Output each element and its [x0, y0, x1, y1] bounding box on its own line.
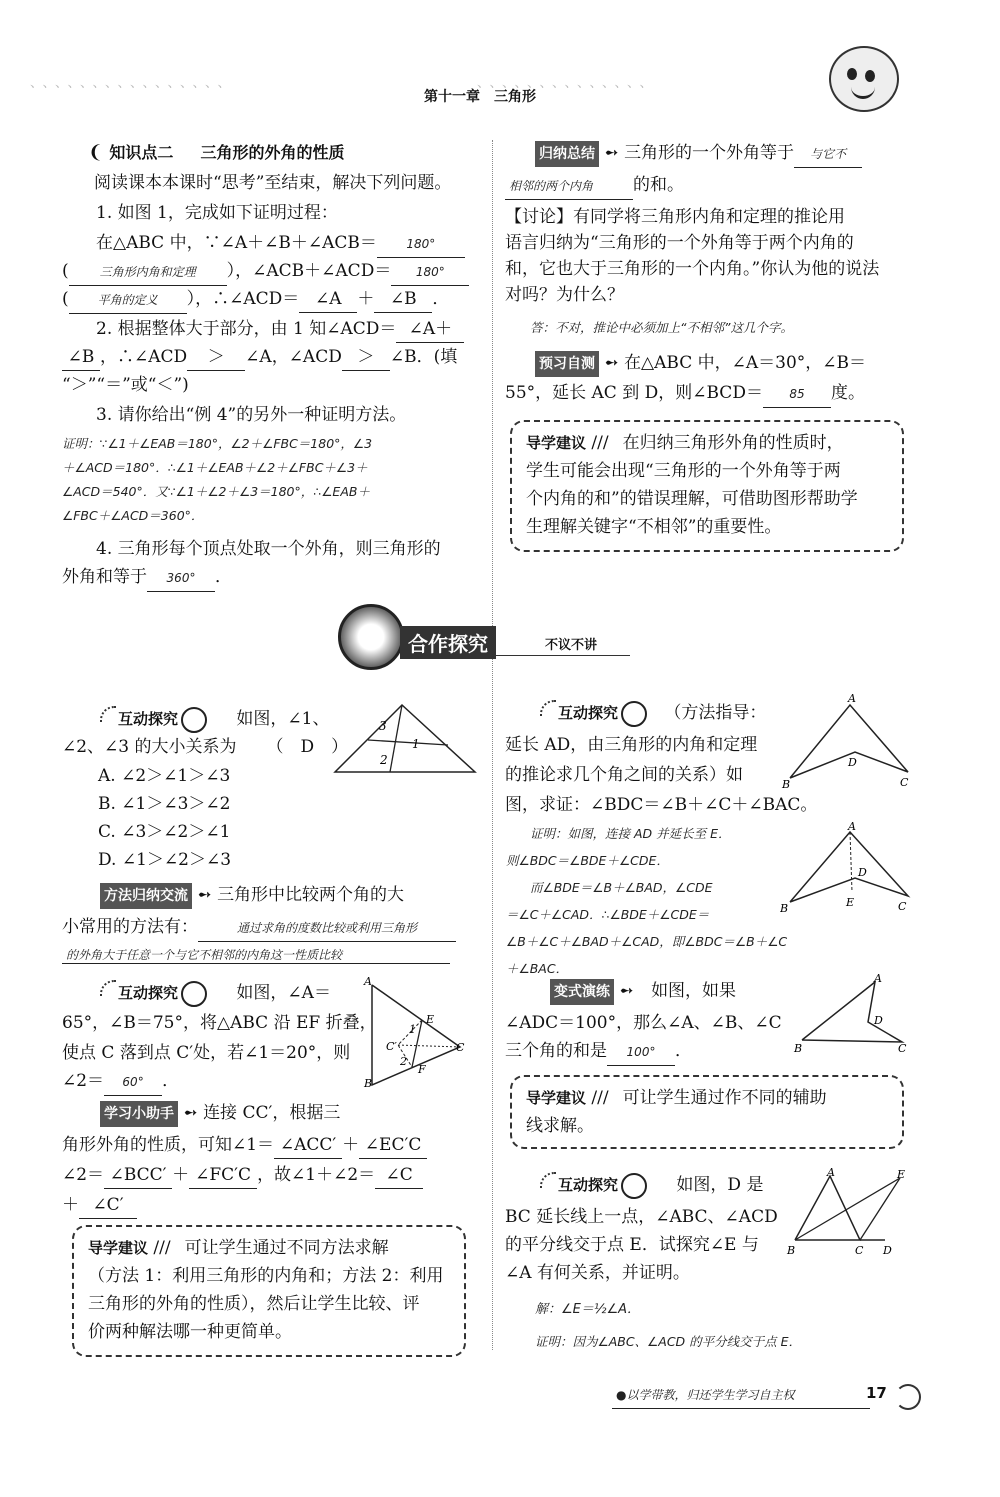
circle-icon	[181, 981, 207, 1007]
fig3-label-b: B	[782, 778, 791, 790]
q1-line2: 在△ABC 中，∵∠A＋∠B＋∠ACB＝ 180°	[96, 230, 465, 258]
guide-box-2: 导学建议 /// 可让学生通过不同方法求解 （方法 1：利用三角形的内角和；方法 2：利用 三角形的外角的性质），然后让学生比较、评 价两种解法哪一种更简单。	[72, 1225, 466, 1357]
e3-line2: 延长 AD，由三角形的内角和定理	[505, 735, 758, 755]
footer-motto: ●以学带教，归还学生学习自主权	[616, 1388, 795, 1402]
fig3-label-d: D	[848, 756, 857, 769]
page-number-swirl-icon	[895, 1384, 921, 1410]
variant-tag: 变式演练	[550, 979, 614, 1005]
variant-line1: 变式演练 ➻ 如图，如果	[550, 978, 736, 1005]
summary-line1: 归纳总结 ➻ 三角形的一个外角等于 与它不	[535, 140, 862, 168]
method-line1: 方法归纳交流 ➻ 三角形中比较两个角的大	[100, 882, 404, 909]
chapter-title: 第十一章 三角形	[424, 89, 536, 105]
q2-line1: 2. 根据整体大于部分，由 1 知∠ACD＝ ∠A＋	[96, 316, 464, 343]
guide-box-1: 导学建议 /// 在归纳三角形外角的性质时， 学生可能会出现“三角形的一个外角等于两 个内角的和”的错误理解，可借助图形帮助学 生理解关键字“不相邻”的重要性。	[510, 420, 904, 552]
helper-tag: 学习小助手	[100, 1101, 178, 1127]
figure-4	[780, 820, 915, 915]
e1-option-b: B. ∠1＞∠3＞∠2	[98, 794, 231, 814]
e2-line4: ∠2＝ 60° ．	[62, 1068, 179, 1096]
banner-title: 合作探究	[400, 626, 496, 659]
circle-icon	[181, 707, 207, 733]
fig6-label-e: E	[897, 1168, 906, 1181]
banner-underline	[400, 655, 630, 656]
fig5-label-c: C	[898, 1042, 907, 1055]
e1-option-c: C. ∠3＞∠2＞∠1	[98, 822, 231, 842]
e4-line1: 互动探究 如图，D 是	[540, 1172, 763, 1199]
figure-1	[330, 700, 480, 780]
q4-line1: 4. 三角形每个顶点处取一个外角，则三角形的	[96, 539, 441, 559]
test-line2: 55°，延长 AC 到 D，则∠BCD＝ 85 度。	[505, 380, 865, 408]
fig4-label-e: E	[846, 896, 855, 909]
method-tag: 方法归纳交流	[100, 883, 192, 909]
fig3-label-a: A	[848, 692, 856, 705]
fig3-label-c: C	[900, 776, 909, 789]
e1-options	[98, 762, 231, 874]
banner-emblem-icon	[338, 604, 404, 670]
guide-tag-1: 导学建议	[526, 434, 587, 452]
e3-proof: 证明：如图，连接 AD 并延长至 E． 则∠BDC＝∠BDE＋∠CDE． 而∠BDE＝∠B＋∠BAD，∠CDE ＝∠C＋∠CAD．∴∠BDE＋∠CDE＝ ∠B＋∠C＋∠BAD＋∠CAD，即∠BDC＝∠B＋∠C ＋∠BAC．	[506, 826, 788, 976]
guide-tag-3: 导学建议	[526, 1089, 587, 1107]
fig1-label-2: 2	[380, 753, 388, 767]
method-line3: 的外角大于任意一个与它不相邻的内角这一性质比较	[62, 944, 450, 964]
fig2-label-a: A	[364, 975, 372, 988]
e3-line3: 的推论求几个角之间的关系）如	[505, 765, 743, 785]
fig2-label-e: E	[426, 1013, 435, 1026]
e1-option-a: A. ∠2＞∠1＞∠3	[98, 766, 231, 786]
kp2-heading: ❨ 知识点二 三角形的外角的性质	[88, 142, 345, 163]
e1-tag: 互动探究	[118, 710, 179, 728]
page-number: 17	[866, 1384, 887, 1402]
q1-line1: 1. 如图 1，完成如下证明过程：	[96, 203, 338, 223]
fig4-label-a: A	[848, 820, 856, 833]
fig2-label-c-prime: C′	[386, 1040, 397, 1053]
fig2-label-c: C	[456, 1041, 465, 1054]
kp2-title: 三角形的外角的性质	[200, 143, 345, 162]
fig5-label-a: A	[874, 972, 882, 985]
fig2-label-b: B	[364, 1077, 373, 1090]
variant-line3: 三个角的和是 100° ．	[505, 1038, 692, 1066]
q2-line2: ∠B ，∴∠ACD ＞ ∠A，∠ACD ＞ ∠B．(填	[62, 344, 457, 371]
figure-2	[360, 975, 470, 1090]
e4-solution: 解：∠E＝½∠A．	[535, 1302, 641, 1317]
column-divider	[492, 140, 493, 1350]
method-line2: 小常用的方法有： 通过求角的度数比较或利用三角形	[62, 914, 456, 942]
q2-line3: “＞”“＝”或“＜”)	[62, 375, 189, 395]
fig5-label-d: D	[874, 1014, 883, 1027]
fig4-label-b: B	[780, 902, 789, 915]
guide-tag-2: 导学建议	[88, 1239, 149, 1257]
helper-line3: ∠2＝ ∠BCC′ ＋ ∠FC′C ，故∠1＋∠2＝ ∠C	[62, 1162, 423, 1189]
figure-6	[785, 1168, 910, 1258]
discussion: 【讨论】有同学将三角形内角和定理的推论用 语言归纳为“三角形的一个外角等于两个内角的 和，它也大于三角形的一个内角。”你认为他的说法 对吗？为什么？	[505, 207, 880, 305]
mascot-icon	[829, 46, 899, 112]
q1-line4: ( 平角的定义 ），∴∠ACD＝ ∠A ＋ ∠B ．	[62, 286, 449, 314]
q4-line2: 外角和等于 360° ．	[62, 564, 232, 592]
q1-line3: ( 三角形内角和定理 ），∠ACB＋∠ACD＝ 180°	[62, 258, 469, 286]
fig2-label-2: 2	[400, 1055, 407, 1068]
e2-line3: 使点 C 落到点 C′处，若∠1＝20°，则	[62, 1043, 351, 1063]
e1-option-d: D. ∠1＞∠2＞∠3	[98, 850, 232, 870]
fig1-label-3: 3	[379, 719, 387, 733]
e3-tag: 互动探究	[558, 704, 619, 722]
q3-line: 3. 请你给出“例 4”的另外一种证明方法。	[96, 405, 407, 425]
test-line1: 预习自测 ➻ 在△ABC 中，∠A＝30°，∠B＝	[535, 350, 866, 377]
circle-icon	[621, 1173, 647, 1199]
banner-subtitle: 不议不讲	[545, 638, 598, 653]
summary-tag: 归纳总结	[535, 141, 599, 167]
circle-icon	[621, 701, 647, 727]
e2-line2: 65°，∠B＝75°，将△ABC 沿 EF 折叠，	[62, 1013, 377, 1033]
e4-tag: 互动探究	[558, 1176, 619, 1194]
q3-proof: 证明：∵∠1＋∠EAB＝180°，∠2＋∠FBC＝180°，∠3 ＋∠ACD＝180°．∴∠1＋∠EAB＋∠2＋∠FBC＋∠3＋ ∠ACD＝540°．又∵∠1＋∠2＋∠3＝180°，∴∠EAB＋ ∠FBC＋∠ACD＝360°．	[62, 436, 373, 523]
helper-line4: ＋ ∠C′	[62, 1192, 137, 1219]
e4-line2: BC 延长线上一点，∠ABC、∠ACD	[505, 1207, 778, 1227]
fig1-label-1: 1	[412, 737, 420, 751]
fig6-label-a: A	[827, 1168, 835, 1179]
fig4-label-d: D	[858, 866, 867, 879]
fig4-label-c: C	[898, 900, 907, 913]
fig6-label-d: D	[883, 1244, 892, 1257]
test-tag: 预习自测	[535, 351, 599, 377]
discussion-answer: 答：不对，推论中必须加上“不相邻”这几个字。	[530, 320, 793, 335]
header-decoration: 、、、、、、、、、、、、、、、、 、、、、、、、、、、、、、、	[30, 76, 659, 91]
fig2-label-1: 1	[409, 1023, 416, 1036]
e3-line4: 图，求证：∠BDC＝∠B＋∠C＋∠BAC。	[505, 795, 818, 815]
fig6-label-b: B	[787, 1244, 796, 1257]
e2-tag: 互动探究	[118, 984, 179, 1002]
e2-line1: 互动探究 如图，∠A＝	[100, 980, 331, 1007]
figure-3	[780, 690, 915, 790]
summary-line2: 相邻的两个内角 的和。	[505, 172, 684, 200]
e3-line1: 互动探究 （方法指导：	[540, 700, 766, 727]
variant-line2: ∠ADC＝100°，那么∠A、∠B、∠C	[505, 1013, 782, 1033]
fig2-label-f: F	[418, 1063, 426, 1076]
e4-proof: 证明：因为∠ABC、∠ACD 的平分线交于点 E．	[535, 1334, 802, 1349]
e4-line4: ∠A 有何关系，并证明。	[505, 1263, 690, 1283]
fig6-label-c: C	[855, 1244, 864, 1257]
fig5-label-b: B	[794, 1042, 803, 1055]
helper-line1: 学习小助手 ➻ 连接 CC′，根据三	[100, 1100, 340, 1127]
kp2-tag: 知识点二	[109, 143, 174, 162]
guide-box-3: 导学建议 /// 可让学生通过作不同的辅助 线求解。	[510, 1075, 904, 1149]
e1-line2: ∠2、∠3 的大小关系为 （ D ）	[62, 737, 349, 757]
footer-rule	[612, 1408, 870, 1409]
figure-5	[790, 970, 910, 1060]
helper-line2: 角形外角的性质，可知∠1＝ ∠ACC′ ＋ ∠EC′C	[62, 1132, 427, 1159]
kp2-intro: 阅读课本本课时“思考”至结束，解决下列问题。	[94, 173, 452, 193]
e1-line1: 互动探究 如图，∠1、	[100, 706, 329, 733]
e4-line3: 的平分线交于点 E．试探究∠E 与	[505, 1235, 759, 1255]
